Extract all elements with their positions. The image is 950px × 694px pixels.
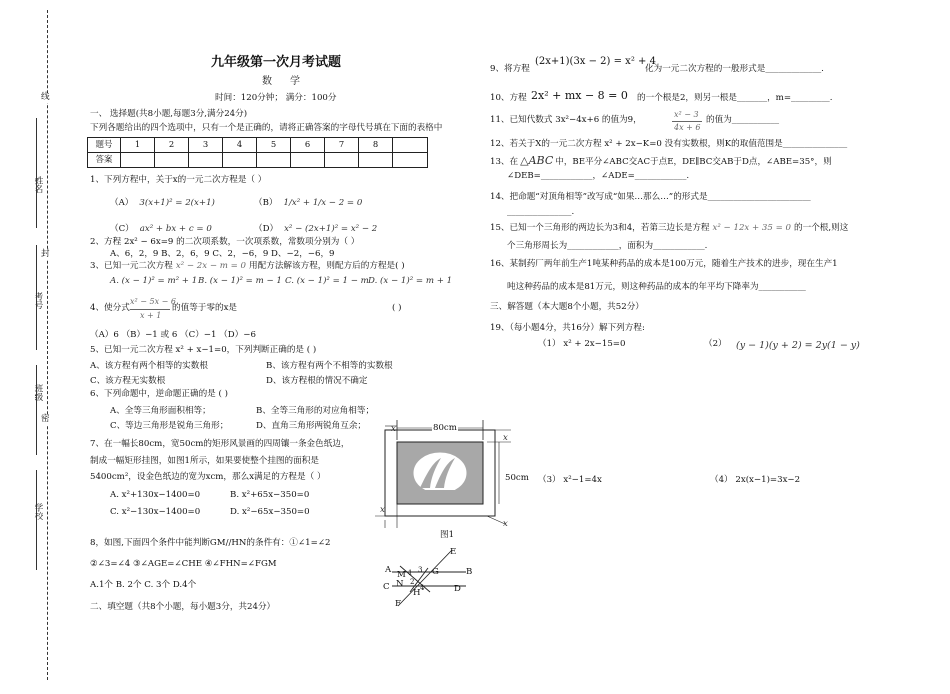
page-title: 九年级第一次月考试题	[211, 55, 342, 70]
figure1-x-label-bottom-right: x	[503, 519, 508, 529]
answer-cell[interactable]	[121, 153, 155, 168]
binding-mi-char: 密	[41, 414, 50, 424]
q15-line2: 个三角形周长为____________，面积为____________.	[507, 241, 708, 251]
q7-option-d: D. x²−65x−350=0	[230, 507, 310, 517]
q13-line1	[490, 155, 832, 168]
q4-options: （A）6 （B）−1 或 6 （C）−1 （D）−6	[90, 330, 256, 340]
q2-stem: 2、方程 2x² − 6x=9 的二次项系数，一次项系数，常数项分别为（ ）	[90, 237, 360, 247]
q1-stem: 1、下列方程中，关于x的一元二次方程是（ ）	[90, 175, 267, 185]
table-header-cell: 1	[121, 138, 155, 153]
q4-fraction-denominator: x + 1	[140, 311, 162, 320]
figure2-label-3: 3	[418, 566, 423, 574]
table-header-cell: 6	[291, 138, 325, 153]
q19-part4: （4） 2x(x−1)=3x−2	[710, 475, 801, 485]
figure2-label-b: B	[466, 567, 473, 577]
section3-title: 三、解答题（本大题8个小题，共52分）	[490, 302, 644, 312]
q9-line	[490, 65, 530, 75]
q7-line2: 制成一幅矩形挂图，如图1所示，如果要使整个挂图的面积是	[90, 456, 319, 466]
q7-line3: 5400cm²，设金色纸边的宽为xcm，那么x满足的方程是（ ）	[90, 472, 326, 482]
table-header-cell: 5	[257, 138, 291, 153]
table-answer-label: 答案	[88, 153, 121, 168]
q1-c-math: ax² + bx + c = 0	[139, 224, 212, 234]
q3-stem	[90, 262, 405, 272]
q5-option-d: D、该方程根的情况不确定	[266, 376, 368, 386]
q3-stem-b: 用配方法解该方程，则配方后的方程是( )	[249, 261, 405, 271]
figure2-label-4: 4	[420, 584, 425, 592]
q19-stem: 19、（每小题4分，共16分）解下列方程:	[490, 323, 645, 333]
binding-class-underline	[36, 365, 37, 455]
answer-cell[interactable]	[257, 153, 291, 168]
q10-tail: 的一个根是2，则另一根是_______，m=_________.	[637, 93, 833, 103]
q7-line1: 7、在一幅长80cm，宽50cm的矩形风景画的四周镶一条金色纸边，	[90, 439, 350, 449]
q1-option-c	[110, 225, 212, 235]
binding-class-label: 班级	[32, 384, 43, 402]
figure2-label-c: C	[383, 582, 390, 592]
q11-fraction-bar	[672, 121, 702, 122]
binding-exam-no-underline	[36, 245, 37, 350]
q19-part1: （1） x² + 2x−15=0	[538, 339, 626, 349]
section1-instruction: 下列各题给出的四个选项中，只有一个是正确的，请将正确答案的字母代号填在下面的表格中	[90, 123, 443, 133]
table-header-cell: 3	[189, 138, 223, 153]
subject: 数学	[262, 76, 318, 87]
exam-info: 时间：120分钟； 满分：100分	[215, 93, 337, 103]
answer-cell[interactable]	[291, 153, 325, 168]
q6-option-c: C、等边三角形是锐角三角形；	[110, 421, 229, 431]
q11-stem: 11、已知代数式 3x²−4x+6 的值为9，	[490, 115, 642, 125]
answer-cell[interactable]	[189, 153, 223, 168]
q13-stem-a: 13、在	[490, 157, 519, 167]
q9-tail: 化为一元二次方程的一般形式是_____________.	[645, 64, 824, 74]
q8-stem: 8，如图,下面四个条件中能判断GM//HN的条件有：①∠1=∠2	[90, 538, 331, 548]
q5-option-c: C、该方程无实数根	[90, 376, 166, 386]
answer-cell[interactable]	[393, 153, 428, 168]
table-header-cell: 2	[155, 138, 189, 153]
figure2-label-1: 1	[408, 569, 413, 577]
answer-cell[interactable]	[155, 153, 189, 168]
answer-cell[interactable]	[325, 153, 359, 168]
q15-line1	[490, 224, 848, 234]
binding-dashed-line	[47, 10, 48, 680]
q4-fraction-bar	[130, 309, 170, 310]
q3-equation: x² − 2x − m = 0	[175, 261, 247, 271]
figure1-x-label-top: x	[391, 424, 396, 434]
q15-equation: x² − 12x + 35 = 0	[712, 223, 791, 233]
q9-equation: (2x+1)(3x − 2) = x² + 4	[535, 56, 656, 67]
figure1-framed-picture	[375, 418, 515, 530]
binding-seal-char: 封	[41, 249, 50, 259]
q3-option-c: C. (x − 1)² = 1 − m	[285, 276, 369, 286]
q13-stem-b: 中，BE平分∠ABC交AC于点E，DE∥BC交AB于D点，∠ABE=35°，则	[555, 157, 832, 167]
figure2-label-h: H	[413, 588, 421, 598]
q14-line2: _______________.	[507, 207, 575, 217]
q1-a-label: （A）	[110, 198, 134, 208]
figure2-label-a: A	[385, 565, 392, 575]
q8-conditions: ②∠3=∠4 ③∠AGE=∠CHE ④∠FHN=∠FGM	[90, 559, 277, 569]
q7-option-b: B. x²+65x−350=0	[230, 490, 310, 500]
q1-d-math: x² − (2x+1)² = x² − 2	[284, 224, 378, 234]
answer-table	[87, 137, 428, 168]
q5-option-b: B、该方程有两个不相等的实数根	[266, 361, 393, 371]
binding-name-underline	[36, 118, 37, 228]
figure1-top-label: 80cm	[433, 423, 457, 433]
q2-options: A、6，2，9 B、2，6，9 C、2，−6，9 D、−2，−6，9	[110, 249, 335, 259]
q3-option-b: B. (x − 1)² = m − 1	[198, 276, 282, 286]
q4-paren: ( )	[392, 303, 402, 313]
q19-part2: (y − 1)(y + 2) = 2y(1 − y)	[736, 340, 860, 351]
q13-triangle: △ABC	[520, 154, 554, 167]
figure2-label-2: 2	[410, 578, 415, 586]
q1-d-label: （D）	[254, 224, 279, 234]
q6-stem: 6、下列命题中，逆命题正确的是 ( )	[90, 389, 228, 399]
q1-option-d	[254, 225, 377, 235]
q4-stem-a: 4、使分式	[90, 303, 130, 313]
q10-stem: 10、方程	[490, 93, 527, 103]
figure2-label-n: N	[396, 579, 404, 589]
table-header-cell: 7	[325, 138, 359, 153]
q1-c-label: （C）	[110, 224, 134, 234]
figure2-label-g: G	[432, 567, 439, 577]
q1-b-math: 1/x² + 1/x − 2 = 0	[283, 198, 363, 208]
q11-fraction-denominator: 4x + 6	[674, 123, 701, 132]
answer-cell[interactable]	[359, 153, 393, 168]
q9-stem: 9、将方程	[490, 64, 530, 74]
q5-stem: 5、已知一元二次方程 x² + x−1=0，下列判断正确的是 ( )	[90, 345, 317, 355]
q7-option-a: A. x²+130x−1400=0	[110, 490, 201, 500]
q6-option-a: A、全等三角形面积相等；	[110, 406, 211, 416]
q16-line1: 16、某制药厂两年前生产1吨某种药品的成本是100万元，随着生产技术的进步，现在生产1	[490, 259, 838, 269]
q1-a-math: 3(x+1)² = 2(x+1)	[139, 198, 215, 208]
q14-line1: 14、把命题“对顶角相等”改写成“如果…那么…”的形式是________________________	[490, 192, 811, 202]
q13-line2: ∠DEB=____________，∠ADE=____________.	[507, 171, 690, 181]
binding-name-label: 姓名	[32, 176, 43, 194]
q6-option-d: D、直角三角形两锐角互余；	[256, 421, 367, 431]
table-header-cell: 4	[223, 138, 257, 153]
answer-cell[interactable]	[223, 153, 257, 168]
q15-stem-b: 的一个根,则这	[794, 223, 849, 233]
q3-option-a: A. (x − 1)² = m² + 1	[110, 276, 198, 286]
binding-school-underline	[36, 470, 37, 570]
q11-fraction-numerator: x² − 3	[674, 110, 699, 119]
q11-tail: 的值为___________	[706, 115, 780, 125]
figure2-label-d: D	[454, 584, 461, 594]
q10-equation: 2x² + mx − 8 = 0	[531, 89, 628, 102]
table-blank-cell	[393, 138, 428, 153]
figure1-x-label-right: x	[503, 433, 508, 443]
figure1-side-label: 50cm	[505, 473, 529, 483]
q8-options: A.1个 B. 2个 C. 3个 D.4个	[90, 580, 197, 590]
figure2-label-f: F	[395, 599, 401, 609]
binding-school-label: 学校	[32, 503, 43, 521]
q4-fraction-numerator: x² − 5x − 6	[130, 297, 176, 306]
q19-part2-label: （2）	[704, 339, 727, 349]
section1-title: 一、 选择题(共8小题,每题3分,满分24分)	[90, 109, 248, 119]
q16-line2: 吨这种药品的成本是81万元，则这种药品的成本的年平均下降率为___________	[507, 282, 806, 292]
q1-option-a	[110, 199, 215, 209]
q7-option-c: C. x²−130x−1400=0	[110, 507, 201, 517]
table-header-cell: 8	[359, 138, 393, 153]
table-header-cell: 题号	[88, 138, 121, 153]
figure1-x-label-bottom-left: x	[380, 505, 385, 515]
q1-option-b	[254, 199, 362, 209]
q3-option-d: D. (x − 1)² = m + 1	[368, 276, 453, 286]
binding-exam-no-label: 考号	[32, 292, 43, 310]
figure1-caption: 图1	[440, 530, 455, 540]
q12-stem: 12、若关于X的一元二次方程 x² + 2x−K=0 没有实数根，则K的取值范围是_______________	[490, 139, 848, 149]
section2-title: 二、填空题（共8个小题，每小题3分，共24分）	[90, 602, 276, 612]
q19-part3: （3） x²−1=4x	[538, 475, 602, 485]
q1-b-label: （B）	[254, 198, 278, 208]
q6-option-b: B、全等三角形的对应角相等；	[256, 406, 375, 416]
figure2-label-m: M	[397, 570, 406, 580]
figure2-label-e: E	[450, 547, 457, 557]
q4-stem-b: 的值等于零的x是	[172, 303, 238, 313]
q15-stem-a: 15、已知一个三角形的两边长为3和4，若第三边长是方程	[490, 223, 710, 233]
q3-stem-a: 3、已知一元二次方程	[90, 261, 173, 271]
q5-option-a: A、该方程有两个相等的实数根	[90, 361, 208, 371]
binding-line-char: 线	[41, 92, 50, 102]
